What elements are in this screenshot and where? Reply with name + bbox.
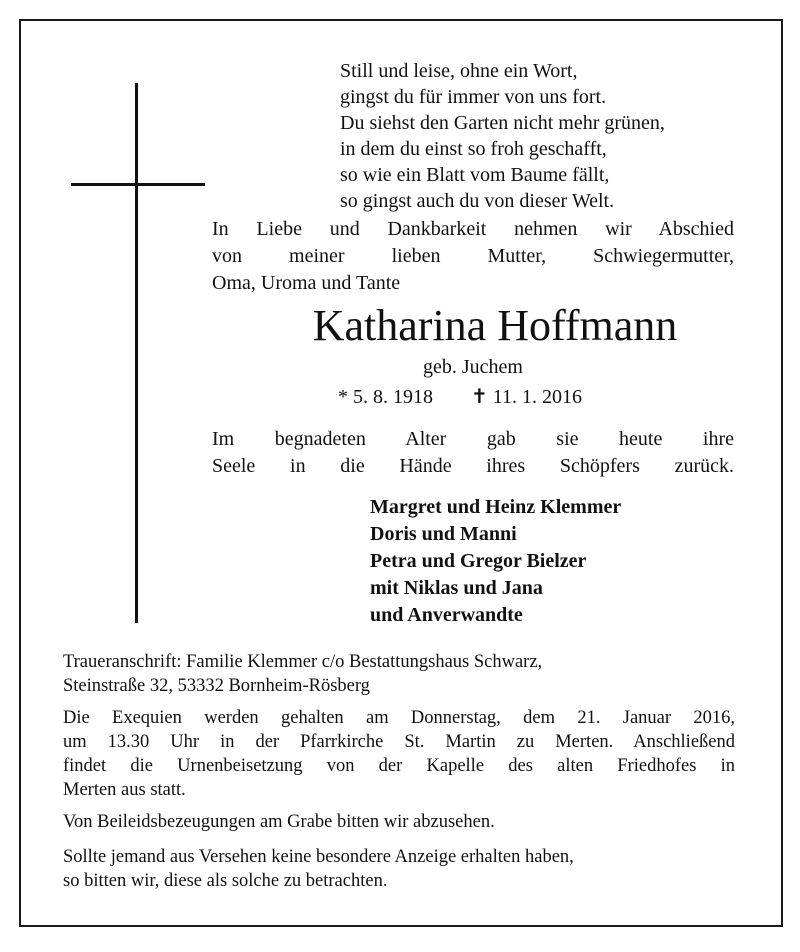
poem-line: in dem du einst so froh geschafft,	[340, 138, 607, 160]
exequien-line: Die Exequien werden gehalten am Donnerstag, dem 21. Januar 2016,	[63, 708, 735, 728]
poem-line: so gingst auch du von dieser Welt.	[340, 190, 615, 212]
mourner-entry: Petra und Gregor Bielzer	[370, 550, 587, 572]
address-line: Steinstraße 32, 53332 Bornheim-Rösberg	[63, 676, 370, 696]
intro-line: Oma, Uroma und Tante	[212, 272, 401, 294]
deceased-name-row	[0, 300, 800, 352]
poem	[340, 58, 665, 214]
farewell-intro	[212, 216, 734, 297]
age-text	[212, 426, 734, 480]
life-dates	[338, 384, 582, 410]
notice-line: so bitten wir, diese als solche zu betrachten.	[63, 871, 388, 891]
intro-line: In Liebe und Dankbarkeit nehmen wir Abschied	[212, 218, 734, 240]
poem-line: so wie ein Blatt vom Baume fällt,	[340, 164, 610, 186]
birth-date: * 5. 8. 1918	[338, 386, 433, 408]
poem-line: gingst du für immer von uns fort.	[340, 86, 607, 108]
condolence-notice	[63, 810, 735, 834]
intro-line: von meiner lieben Mutter, Schwiegermutter,	[212, 245, 734, 267]
exequien-notice	[63, 706, 735, 802]
mourner-entry: mit Niklas und Jana	[370, 577, 543, 599]
poem-line: Still und leise, ohne ein Wort,	[340, 60, 578, 82]
announcement-notice	[63, 845, 735, 893]
poem-line: Du siehst den Garten nicht mehr grünen,	[340, 112, 665, 134]
mourner-entry: Doris und Manni	[370, 523, 517, 545]
exequien-line: Merten aus statt.	[63, 780, 186, 800]
mourner-entry: Margret und Heinz Klemmer	[370, 496, 622, 518]
cross-horizontal-bar	[71, 183, 205, 186]
age-line: Im begnadeten Alter gab sie heute ihre	[212, 428, 734, 450]
exequien-line: findet die Urnenbeisetzung von der Kapelle des alten Friedhofes in	[63, 756, 735, 776]
mourner-entry: und Anverwandte	[370, 604, 523, 626]
notice-line: Sollte jemand aus Versehen keine besondere Anzeige erhalten haben,	[63, 847, 574, 867]
mourning-address	[63, 650, 735, 698]
deceased-name: Katharina Hoffmann	[312, 301, 678, 350]
exequien-line: um 13.30 Uhr in der Pfarrkirche St. Martin zu Merten. Anschließend	[63, 732, 735, 752]
birth-name: geb. Juchem	[423, 356, 523, 378]
mourners-list	[370, 494, 621, 629]
cross-vertical-bar	[135, 83, 138, 623]
death-date: ✝ 11. 1. 2016	[471, 386, 583, 408]
condolence-line: Von Beileidsbezeugungen am Grabe bitten wir abzusehen.	[63, 812, 495, 832]
address-line: Traueranschrift: Familie Klemmer c/o Bestattungshaus Schwarz,	[63, 652, 543, 672]
age-line: Seele in die Hände ihres Schöpfers zurück.	[212, 455, 734, 477]
